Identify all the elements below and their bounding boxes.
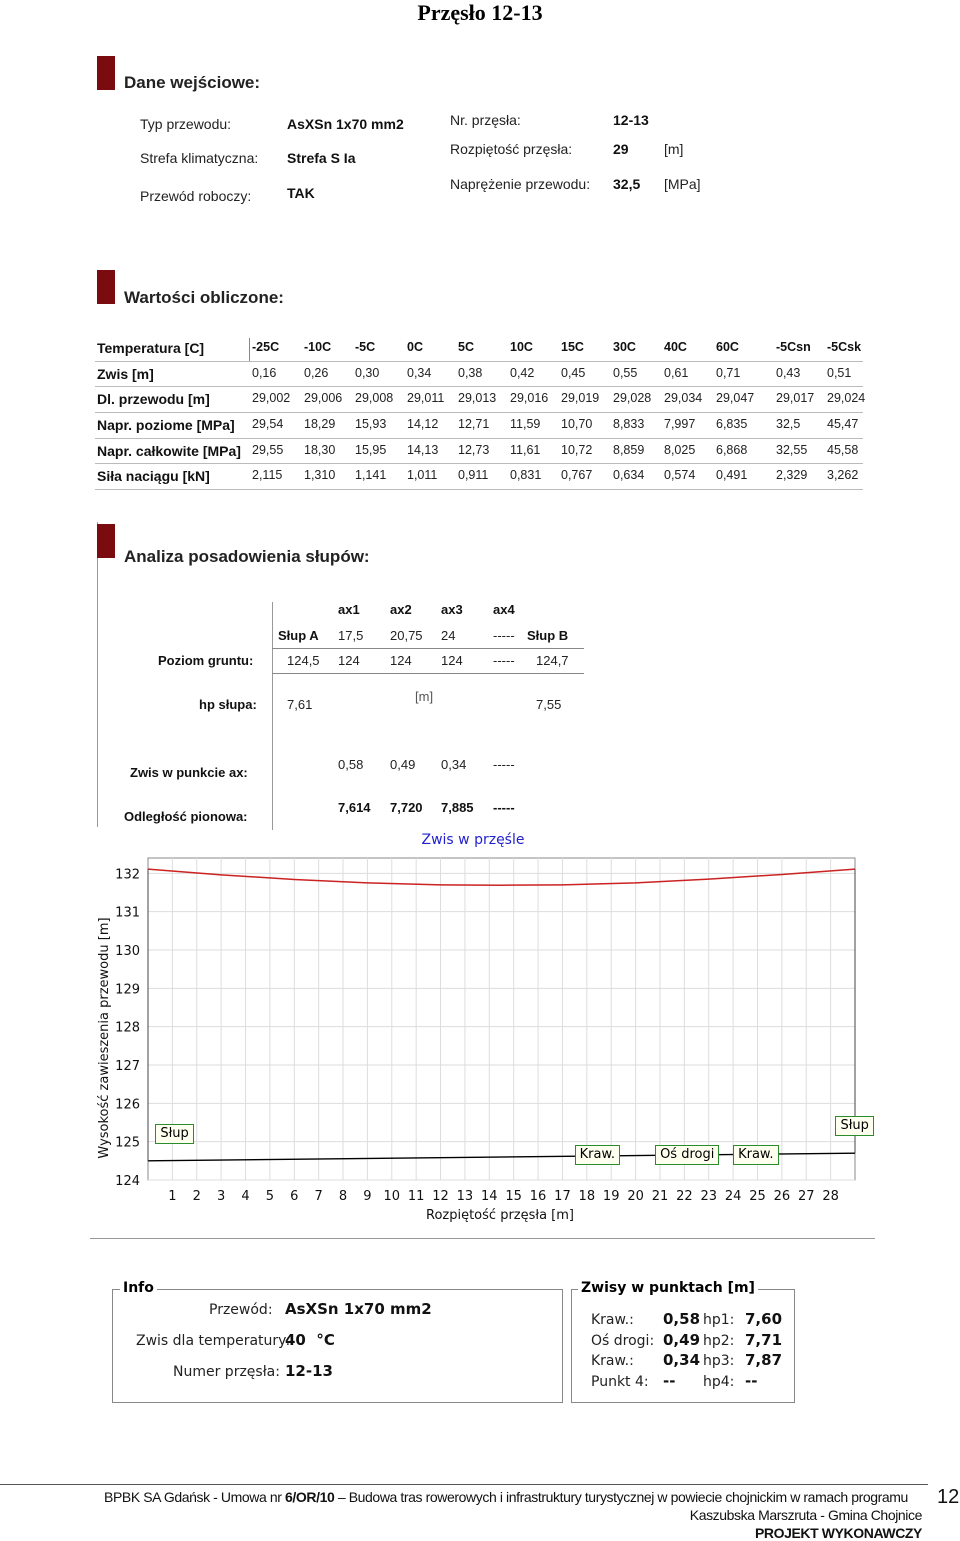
climate-zone-label: Strefa klimatyczna: — [140, 150, 259, 166]
ground-level-value: ----- — [493, 653, 515, 668]
hp-label: hp słupa: — [199, 697, 257, 712]
hp-point-value: 7,60 — [745, 1310, 783, 1328]
sag-ax-label: Zwis w punkcie ax: — [130, 765, 248, 780]
table-cell: 29,002 — [252, 391, 291, 405]
section-marker — [97, 524, 115, 558]
table-cell: 0,30 — [355, 366, 380, 380]
chart-annotation: Kraw. — [575, 1145, 620, 1165]
temp-header: 10C — [510, 340, 533, 354]
x-tick-label: 4 — [241, 1189, 250, 1204]
table-cell: 0,55 — [613, 366, 638, 380]
point-label: Punkt 4: — [591, 1373, 649, 1390]
x-tick-label: 28 — [822, 1189, 839, 1204]
table-cell: 29,54 — [252, 417, 284, 431]
table-cell: 0,911 — [458, 468, 489, 482]
x-tick-label: 24 — [724, 1189, 742, 1204]
table-cell: 11,61 — [510, 443, 541, 457]
tension-label: Naprężenie przewodu: — [450, 176, 591, 192]
y-tick-label: 126 — [115, 1097, 140, 1113]
table-cell: 1,310 — [304, 468, 336, 482]
table-cell: 29,55 — [252, 443, 284, 457]
footer-line1-c: – Budowa tras rowerowych i infrastruktury turystycznej w powiecie chojnickim w ramach programu — [334, 1489, 908, 1505]
tension-unit: [MPa] — [664, 176, 701, 192]
y-tick-label: 128 — [115, 1020, 140, 1036]
divider — [95, 412, 863, 413]
table-cell: 18,29 — [304, 417, 336, 431]
sag-ax-value: ----- — [493, 757, 515, 772]
pole-a-label: Słup A — [278, 628, 319, 643]
table-cell: 10,70 — [561, 417, 593, 431]
table-cell: 32,55 — [776, 443, 808, 457]
temp-header: 0C — [407, 340, 423, 354]
hp-point-value: 7,71 — [745, 1330, 783, 1349]
x-tick-label: 16 — [529, 1189, 547, 1204]
x-tick-label: 8 — [338, 1189, 348, 1204]
row-label: Zwis [m] — [97, 366, 154, 382]
table-cell: 18,30 — [304, 443, 336, 457]
table-cell: 29,034 — [664, 391, 703, 405]
temp-header: 60C — [716, 340, 739, 354]
ax-header: ax1 — [338, 602, 360, 617]
footer-line1 — [104, 1489, 908, 1505]
hp-point-value: -- — [745, 1371, 758, 1390]
x-tick-label: 6 — [290, 1189, 299, 1204]
x-tick-label: 17 — [554, 1189, 571, 1204]
x-tick-label: 10 — [383, 1189, 401, 1204]
point-value: 0,34 — [663, 1351, 701, 1369]
table-cell: 15,93 — [355, 417, 387, 431]
hp-unit: [m] — [415, 689, 434, 704]
chart-annotation: Oś drogi — [655, 1145, 719, 1165]
point-label: Kraw.: — [591, 1312, 634, 1328]
points-box-title: Zwisy w punktach [m] — [578, 1280, 758, 1296]
hp-b-value: 7,55 — [536, 697, 562, 712]
table-cell: 8,025 — [664, 443, 696, 457]
chart-annotation: Słup — [155, 1124, 193, 1144]
hp-a-value: 7,61 — [287, 697, 313, 712]
ground-level-value: 124,5 — [287, 653, 320, 668]
table-cell: 8,833 — [613, 417, 645, 431]
temp-header: -25C — [252, 340, 280, 354]
x-tick-label: 2 — [192, 1189, 201, 1204]
climate-zone-value: Strefa S Ia — [287, 150, 356, 166]
table-cell: 2,329 — [776, 468, 808, 482]
ax-header: ax3 — [441, 602, 463, 617]
table-cell: 1,141 — [355, 468, 387, 482]
span-no-label: Nr. przęsła: — [450, 112, 521, 128]
y-tick-label: 131 — [115, 905, 140, 921]
table-cell: 6,868 — [716, 443, 748, 457]
row-label: Dl. przewodu [m] — [97, 391, 210, 407]
working-cable-value: TAK — [287, 185, 315, 201]
hp-point-label: hp3: — [703, 1353, 735, 1369]
x-tick-label: 13 — [456, 1189, 474, 1204]
section-marker — [97, 270, 115, 304]
span-length-label: Rozpiętość przęsła: — [450, 141, 573, 157]
table-cell: 29,024 — [827, 391, 866, 405]
row-label: Napr. całkowite [MPa] — [97, 443, 241, 459]
table-cell: 0,491 — [716, 468, 748, 482]
info-temp-value: 40 °C — [285, 1331, 335, 1349]
table-cell: 12,73 — [458, 443, 490, 457]
table-cell: 0,634 — [613, 468, 645, 482]
table-cell: 0,767 — [561, 468, 593, 482]
table-cell: 29,028 — [613, 391, 652, 405]
info-box-title: Info — [120, 1280, 157, 1296]
chart-xlabel: Rozpiętość przęsła [m] — [426, 1208, 574, 1223]
divider — [95, 361, 863, 362]
temp-header: 15C — [561, 340, 584, 354]
ground-level-label: Poziom gruntu: — [158, 653, 254, 668]
working-cable-label: Przewód roboczy: — [140, 188, 252, 204]
info-span-label: Numer przęsła: — [173, 1364, 280, 1380]
table-cell: 29,016 — [510, 391, 549, 405]
table-cell: 45,47 — [827, 417, 859, 431]
chart-ylabel: Wysokość zawieszenia przewodu [m] — [97, 917, 112, 1159]
x-tick-label: 22 — [676, 1189, 693, 1204]
footer-line2: Kaszubska Marszruta - Gmina Chojnice — [689, 1507, 922, 1523]
table-cell: 29,006 — [304, 391, 343, 405]
x-tick-label: 20 — [627, 1189, 644, 1204]
section-marker — [97, 56, 115, 90]
span-length-value: 29 — [613, 141, 629, 157]
footer-rule — [0, 1484, 928, 1485]
temp-header: -5Csk — [827, 340, 862, 354]
x-tick-label: 27 — [797, 1189, 815, 1204]
table-cell: 0,574 — [664, 468, 696, 482]
table-cell: 12,71 — [458, 417, 490, 431]
x-tick-label: 23 — [700, 1189, 717, 1204]
ax-value: 20,75 — [390, 628, 423, 643]
x-tick-label: 7 — [314, 1189, 323, 1204]
table-cell: 3,262 — [827, 468, 859, 482]
ax-value: 17,5 — [338, 628, 364, 643]
table-cell: 29,011 — [407, 391, 445, 405]
vertical-dist-value: 7,720 — [390, 800, 423, 815]
y-tick-label: 130 — [115, 944, 140, 959]
divider — [90, 1238, 875, 1239]
x-tick-label: 12 — [432, 1189, 449, 1204]
sag-ax-value: 0,34 — [441, 757, 467, 772]
table-cell: 11,59 — [510, 417, 541, 431]
table-cell: 10,72 — [561, 443, 593, 457]
x-tick-label: 5 — [265, 1189, 275, 1204]
plot-area — [148, 858, 855, 1180]
y-tick-label: 125 — [115, 1135, 140, 1151]
divider — [95, 463, 863, 464]
x-tick-label: 14 — [481, 1189, 498, 1204]
point-label: Kraw.: — [591, 1353, 634, 1369]
table-cell: 29,013 — [458, 391, 497, 405]
ax-header: ax4 — [493, 602, 515, 617]
divider — [97, 522, 98, 827]
footer-line1-a: BPBK SA Gdańsk - Umowa nr — [104, 1489, 286, 1505]
y-tick-label: 129 — [115, 982, 140, 998]
vertical-dist-value: 7,614 — [338, 800, 371, 815]
table-cell: 29,047 — [716, 391, 755, 405]
table-cell: 0,38 — [458, 366, 483, 380]
table-cell: 0,16 — [252, 366, 277, 380]
hp-point-label: hp1: — [703, 1312, 735, 1328]
input-section-title: Dane wejściowe: — [124, 73, 261, 92]
table-cell: 14,12 — [407, 417, 439, 431]
table-cell: 45,58 — [827, 443, 859, 457]
point-value: 0,58 — [663, 1310, 701, 1328]
table-cell: 0,43 — [776, 366, 801, 380]
chart-annotation: Słup — [835, 1116, 873, 1136]
vertical-dist-value: ----- — [493, 800, 515, 815]
row-label: Napr. poziome [MPa] — [97, 417, 235, 433]
chart-annotation: Kraw. — [733, 1145, 778, 1165]
temp-header: 40C — [664, 340, 687, 354]
table-cell: 7,997 — [664, 417, 696, 431]
info-cable-value: AsXSn 1x70 mm2 — [285, 1300, 432, 1318]
hp-point-label: hp4: — [703, 1373, 735, 1390]
page-title: Przęsło 12-13 — [417, 0, 543, 25]
footer-line3: PROJEKT WYKONAWCZY — [754, 1525, 922, 1541]
info-temp-label: Zwis dla temperatury: — [136, 1333, 291, 1349]
computed-section-title: Wartości obliczone: — [124, 288, 284, 307]
table-cell: 29,019 — [561, 391, 600, 405]
table-cell: 32,5 — [776, 417, 801, 431]
sag-ax-value: 0,58 — [338, 757, 364, 772]
tension-value: 32,5 — [613, 176, 641, 192]
x-tick-label: 15 — [505, 1189, 522, 1204]
temp-header: -10C — [304, 340, 332, 354]
chart-title: Zwis w przęśle — [421, 832, 525, 848]
table-cell: 0,26 — [304, 366, 329, 380]
table-cell: 2,115 — [252, 468, 283, 482]
table-cell: 1,011 — [407, 468, 438, 482]
table-cell: 0,71 — [716, 366, 741, 380]
ground-level-value: 124 — [441, 653, 463, 668]
table-cell: 0,51 — [827, 366, 852, 380]
sag-ax-value: 0,49 — [390, 757, 416, 772]
table-cell: 0,34 — [407, 366, 432, 380]
footer-contract-no: 6/OR/10 — [285, 1489, 335, 1505]
divider — [95, 489, 863, 490]
x-tick-label: 21 — [651, 1189, 669, 1204]
table-cell: 0,61 — [664, 366, 689, 380]
temp-header: 5C — [458, 340, 474, 354]
divider — [272, 602, 273, 830]
table-cell: 0,831 — [510, 468, 542, 482]
ground-level-value: 124 — [390, 653, 412, 668]
table-cell: 6,835 — [716, 417, 748, 431]
x-tick-label: 9 — [363, 1189, 372, 1204]
temperature-header-label: Temperatura [C] — [97, 340, 205, 356]
table-cell: 15,95 — [355, 443, 387, 457]
vertical-dist-label: Odległość pionowa: — [124, 809, 248, 824]
temp-header: 30C — [613, 340, 636, 354]
ax-value: ----- — [493, 628, 515, 643]
x-tick-label: 25 — [749, 1189, 766, 1204]
point-value: -- — [663, 1371, 676, 1390]
span-no-value: 12-13 — [613, 112, 649, 128]
pole-b-label: Słup B — [527, 628, 569, 643]
ground-level-value: 124,7 — [536, 653, 569, 668]
hp-point-label: hp2: — [703, 1332, 735, 1349]
x-tick-label: 18 — [578, 1189, 596, 1204]
table-cell: 8,859 — [613, 443, 645, 457]
y-tick-label: 132 — [115, 867, 140, 883]
temp-header: -5Csn — [776, 340, 811, 354]
row-label: Siła naciągu [kN] — [97, 468, 210, 484]
divider — [95, 438, 863, 439]
ground-level-value: 124 — [338, 653, 360, 668]
table-cell: 0,45 — [561, 366, 586, 380]
x-tick-label: 3 — [216, 1189, 226, 1204]
info-cable-label: Przewód: — [209, 1302, 273, 1318]
divider — [272, 648, 584, 649]
table-cell: 0,42 — [510, 366, 535, 380]
x-tick-label: 11 — [407, 1189, 425, 1204]
sag-chart — [90, 828, 870, 1228]
cable-type-label: Typ przewodu: — [140, 116, 232, 132]
x-tick-label: 26 — [773, 1189, 791, 1204]
span-length-unit: [m] — [664, 141, 684, 157]
hp-point-value: 7,87 — [745, 1351, 783, 1369]
divider — [95, 386, 863, 387]
point-label: Oś drogi: — [591, 1332, 655, 1349]
foundation-section-title: Analiza posadowienia słupów: — [124, 547, 370, 566]
temp-header: -5C — [355, 340, 376, 354]
vertical-dist-value: 7,885 — [441, 800, 474, 815]
divider — [272, 673, 584, 674]
table-cell: 29,008 — [355, 391, 394, 405]
ax-value: 24 — [441, 628, 456, 643]
x-tick-label: 19 — [602, 1189, 620, 1204]
info-span-value: 12-13 — [285, 1362, 333, 1380]
x-tick-label: 1 — [168, 1189, 177, 1204]
y-tick-label: 127 — [115, 1059, 140, 1074]
page-number: 12 — [937, 1486, 960, 1508]
table-cell: 14,13 — [407, 443, 439, 457]
divider — [249, 338, 250, 362]
y-tick-label: 124 — [115, 1174, 140, 1189]
cable-type-value: AsXSn 1x70 mm2 — [287, 116, 404, 132]
table-cell: 29,017 — [776, 391, 815, 405]
ax-header: ax2 — [390, 602, 412, 617]
point-value: 0,49 — [663, 1330, 701, 1349]
